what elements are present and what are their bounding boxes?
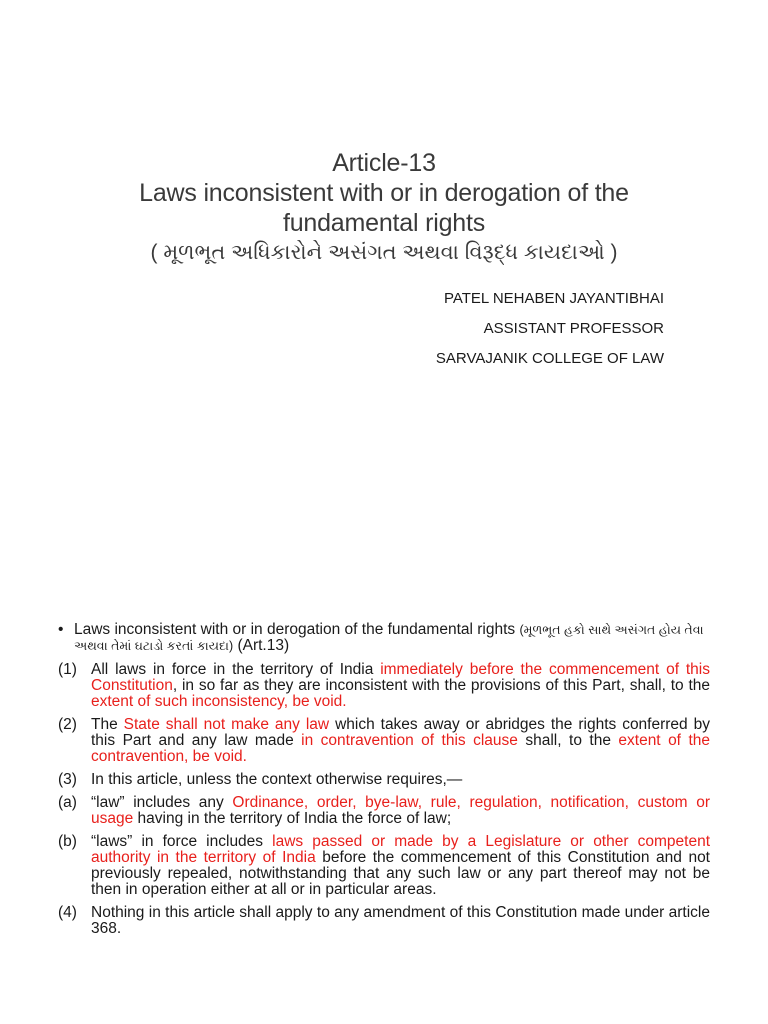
- article-number: Article-13: [332, 149, 436, 177]
- clause-item: [58, 662, 710, 710]
- bullet-item: [58, 622, 713, 654]
- title-gujarati: ( મૂળભૂત અધિકારોને અસંગત અથવા વિરૂદ્ધ કાયદાઓ ): [150, 241, 618, 264]
- highlighted-text: Ordinance, order, bye-law, rule, regulation, notification, custom or usage: [91, 794, 710, 827]
- clause-text-segment: In this article, unless the context otherwise requires,—: [91, 771, 463, 788]
- title-line-main: Laws inconsistent with or in derogation of the: [139, 179, 629, 207]
- clause-text-segment: having in the territory of India the force of law;: [133, 810, 452, 827]
- clause-number: (2): [58, 716, 77, 733]
- highlighted-text: in contravention of this clause: [301, 732, 518, 749]
- bullet-ref: (Art.13): [233, 637, 290, 654]
- highlighted-text: laws passed or made by a Legislature or other competent authority in the territory of India: [91, 833, 711, 866]
- content-slide: [0, 612, 768, 1024]
- clause-number: (b): [58, 833, 77, 850]
- clause-item: [58, 717, 710, 765]
- clause-text-segment: “laws” in force includes: [91, 833, 273, 850]
- clause-text: [91, 772, 710, 788]
- highlighted-text: extent of the contravention, be void.: [91, 732, 710, 765]
- clause-number: (3): [58, 771, 77, 788]
- clause-text-segment: “law” includes any: [91, 794, 233, 811]
- clause-text: [91, 834, 710, 898]
- clause-text-segment: which takes away or abridges the rights conferred by this Part and any law made: [91, 716, 710, 749]
- clause-item: [58, 834, 710, 898]
- bullet-english: Laws inconsistent with or in derogation of the fundamental rights: [74, 621, 520, 638]
- clause-text-segment: The: [91, 716, 124, 733]
- clause-number: (4): [58, 904, 77, 921]
- clause-number: (a): [58, 794, 77, 811]
- clause-text-segment: shall, to the: [517, 732, 619, 749]
- clause-list: [58, 662, 710, 944]
- highlighted-text: State shall not make any law: [123, 716, 330, 733]
- clause-text-segment: , in so far as they are inconsistent with the provisions of this Part, shall, to the: [172, 677, 710, 694]
- title-block: [60, 148, 708, 268]
- clause-item: [58, 795, 710, 827]
- clause-item: [58, 772, 710, 788]
- clause-text-segment: before the commencement of this Constitution and not previously repealed, notwithstanding that any such law or any part thereof may not be then in operation either at all or in particular areas.: [91, 849, 710, 898]
- bullet-text: [58, 622, 713, 654]
- clause-text: [91, 662, 710, 710]
- clause-text: [91, 905, 710, 937]
- bullet-symbol: •: [58, 621, 64, 638]
- clause-item: [58, 905, 710, 937]
- clause-text: [91, 795, 710, 827]
- title-slide: [0, 0, 768, 500]
- clause-text-segment: Nothing in this article shall apply to any amendment of this Constitution made under article 368.: [91, 904, 710, 937]
- highlighted-text: extent of such inconsistency, be void.: [91, 693, 347, 710]
- title-line-continued: fundamental rights: [282, 209, 486, 237]
- clause-text: [91, 717, 710, 765]
- bullet-gujarati: (મૂળભૂત હકો સાથે અસંગત હોય તેવા અથવા તેમાં ઘટાડો કરતાં કાયદા): [74, 623, 704, 653]
- author-title: ASSISTANT PROFESSOR: [483, 320, 664, 337]
- author-name: PATEL NEHABEN JAYANTIBHAI: [443, 290, 664, 307]
- author-block: [436, 284, 664, 374]
- clause-number: (1): [58, 661, 77, 678]
- clause-text-segment: All laws in force in the territory of India: [91, 661, 381, 678]
- highlighted-text: immediately before the commencement of this Constitution: [91, 661, 710, 694]
- author-institution: SARVAJANIK COLLEGE OF LAW: [435, 350, 664, 367]
